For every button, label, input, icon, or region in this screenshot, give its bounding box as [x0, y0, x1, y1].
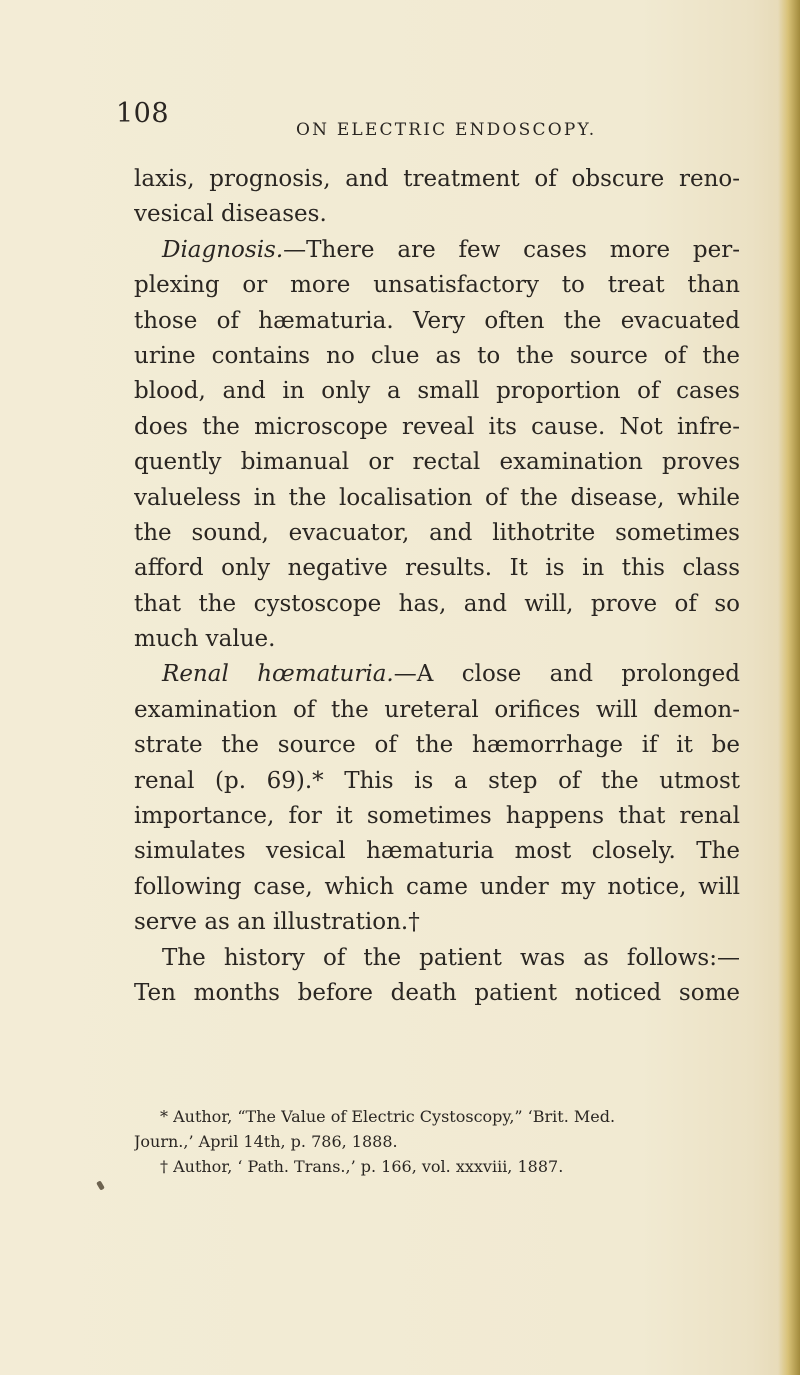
text-line — [134, 870, 740, 905]
line-text: vesical diseases. — [134, 201, 327, 228]
line-text: examination of the ureteral orifices will demon- — [134, 696, 740, 723]
line-text: valueless in the localisation of the disease, while — [134, 484, 740, 511]
text-line — [134, 339, 740, 374]
ink-speck — [96, 1180, 105, 1190]
line-text: the sound, evacuator, and lithotrite sometimes — [134, 519, 740, 546]
text-line — [134, 799, 740, 834]
line-text: importance, for it sometimes happens that renal — [134, 803, 740, 830]
text-line — [134, 481, 740, 516]
text-line — [134, 976, 740, 1011]
text-line — [134, 834, 740, 869]
text-line — [134, 304, 740, 339]
text-line — [134, 587, 740, 622]
line-text: laxis, prognosis, and treatment of obscure reno- — [134, 166, 740, 192]
text-line — [134, 410, 740, 445]
footnote-line: Journ.,’ April 14th, p. 786, 1888. — [134, 1132, 398, 1151]
text-line — [134, 728, 740, 763]
italic-heading: Diagnosis. — [162, 236, 284, 263]
running-title: ON ELECTRIC ENDOSCOPY. — [296, 120, 597, 140]
text-line — [134, 233, 740, 268]
page-number: 108 — [116, 98, 170, 129]
line-text: much value. — [134, 626, 276, 653]
line-text: serve as an illustration.† — [134, 909, 420, 936]
body-text — [134, 162, 740, 1011]
text-line — [134, 657, 740, 692]
footnote-line: † Author, ‘ Path. Trans.,’ p. 166, vol. xxxviii, 1887. — [160, 1157, 564, 1176]
text-line — [134, 516, 740, 551]
line-text: following case, which came under my notice, will — [134, 873, 740, 900]
line-text: blood, and in only a small proportion of cases — [134, 378, 740, 405]
line-text: those of hæmaturia. Very often the evacuated — [134, 307, 740, 334]
line-text: renal (p. 69).* This is a step of the utmost — [134, 767, 740, 794]
line-text: The history of the patient was as follows:— — [162, 944, 740, 971]
italic-heading: Renal hœmaturia. — [162, 661, 394, 688]
footnote-line: * Author, “The Value of Electric Cystoscopy,” ‘Brit. Med. — [160, 1107, 616, 1126]
line-text: —A close and prolonged — [393, 661, 740, 688]
line-text: afford only negative results. It is in this class — [134, 555, 740, 582]
text-line — [134, 374, 740, 409]
line-text: simulates vesical hæmaturia most closely. The — [134, 838, 740, 865]
text-line — [134, 197, 740, 232]
line-text: does the microscope reveal its cause. Not infre- — [134, 413, 740, 440]
line-text: urine contains no clue as to the source of the — [134, 342, 740, 369]
text-line — [134, 941, 740, 976]
line-text: —There are few cases more per- — [283, 236, 740, 263]
line-text: Ten months before death patient noticed some — [134, 979, 740, 1006]
footnotes — [134, 1104, 740, 1179]
text-line — [134, 693, 740, 728]
text-line — [134, 764, 740, 799]
line-text: plexing or more unsatisfactory to treat than — [134, 272, 740, 299]
page-edge-shadow — [778, 0, 800, 1375]
line-text: that the cystoscope has, and will, prove of so — [134, 590, 740, 617]
line-text: strate the source of the hæmorrhage if it be — [134, 732, 740, 759]
text-line — [134, 445, 740, 480]
text-line — [134, 268, 740, 303]
text-line — [134, 551, 740, 586]
text-line — [134, 162, 740, 197]
text-line — [134, 622, 740, 657]
page-header — [0, 98, 800, 138]
text-line — [134, 905, 740, 940]
line-text: quently bimanual or rectal examination proves — [134, 449, 740, 476]
